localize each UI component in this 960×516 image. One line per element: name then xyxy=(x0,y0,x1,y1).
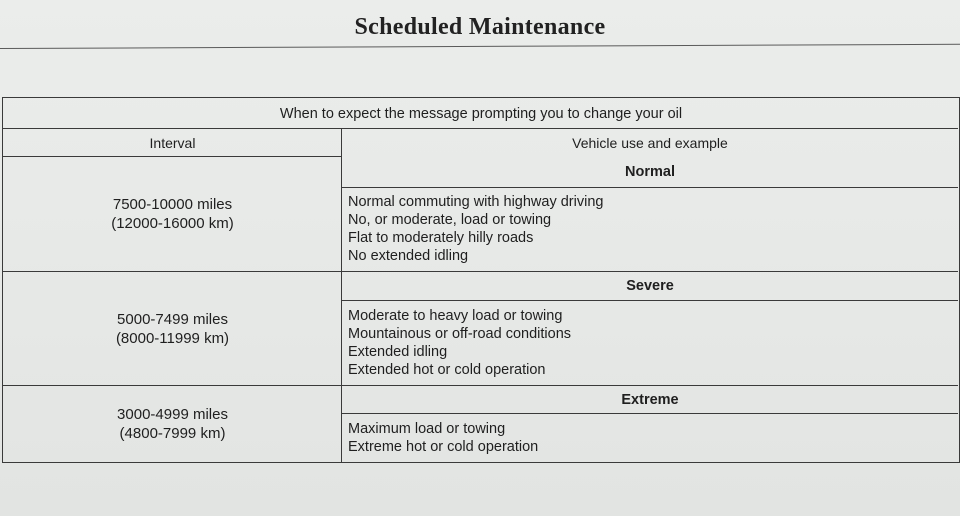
title-rule xyxy=(0,44,960,49)
list-item: No, or moderate, load or towing xyxy=(348,212,552,228)
list-item: Extended hot or cold operation xyxy=(348,361,546,378)
table-caption: When to expect the message prompting you to change your oil xyxy=(279,106,683,122)
oil-change-table xyxy=(2,97,960,463)
list-item: Moderate to heavy load or towing xyxy=(348,307,563,324)
category-label-normal: Normal xyxy=(625,164,675,180)
table-row-severe-examples xyxy=(342,301,958,384)
list-item: Maximum load or towing xyxy=(348,421,506,437)
list-item: Mountainous or off-road conditions xyxy=(348,325,572,342)
interval-miles: 5000-7499 miles xyxy=(117,311,228,328)
interval-miles: 3000-4999 miles xyxy=(117,406,228,423)
table-row-severe-interval xyxy=(3,272,342,386)
interval-miles: 7500-10000 miles xyxy=(112,196,233,213)
list-item: Extended idling xyxy=(348,343,448,360)
table-row-extreme-examples xyxy=(342,414,958,462)
table-row-extreme-interval xyxy=(3,386,342,462)
interval-km: (12000-16000 km) xyxy=(111,215,234,232)
category-label-severe: Severe xyxy=(626,278,674,294)
page-title: Scheduled Maintenance xyxy=(354,14,606,40)
list-item: No extended idling xyxy=(348,248,469,264)
interval-km: (4800-7999 km) xyxy=(119,425,226,442)
list-item: Flat to moderately hilly roads xyxy=(348,230,534,246)
category-label-extreme: Extreme xyxy=(621,391,679,408)
list-item: Normal commuting with highway driving xyxy=(348,194,604,210)
column-header-interval: Interval xyxy=(149,134,196,151)
list-item: Extreme hot or cold operation xyxy=(348,439,539,455)
column-header-vehicle-use: Vehicle use and example xyxy=(572,134,728,151)
interval-km: (8000-11999 km) xyxy=(115,330,230,347)
table-row-normal-interval xyxy=(3,157,342,271)
table-row-normal-examples xyxy=(342,188,958,270)
